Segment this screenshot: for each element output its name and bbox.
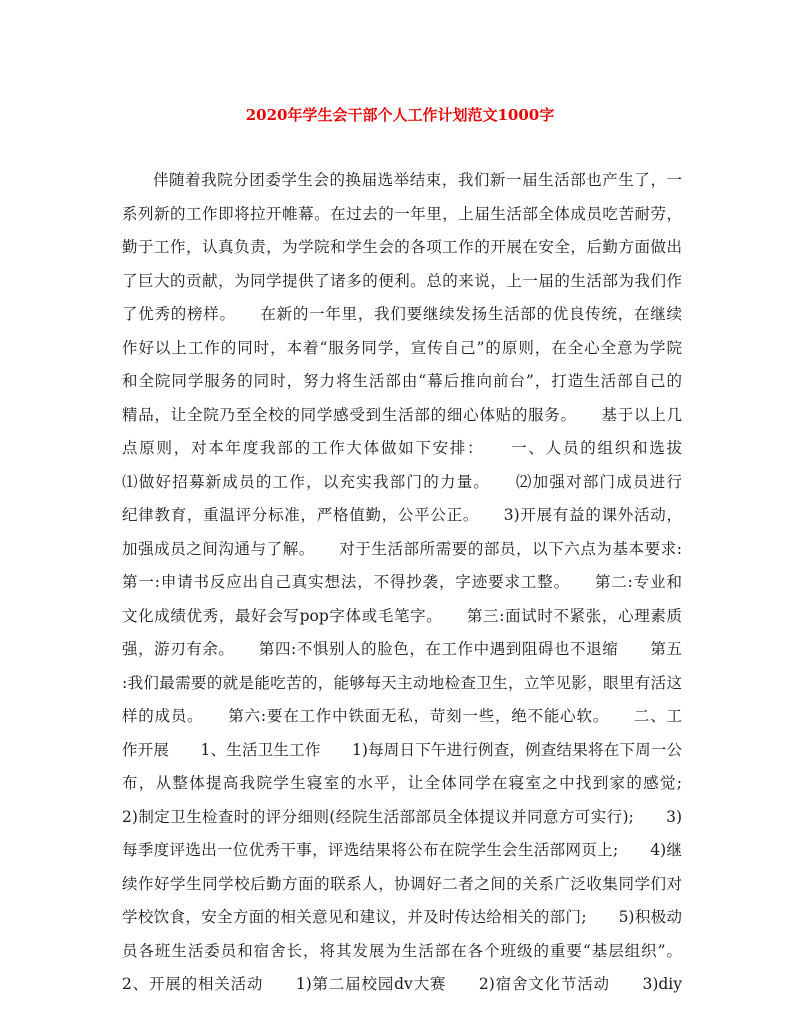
paragraph-line: 样的成员。 第六:要在工作中铁面无私，苛刻一些，绝不能心软。 二、工	[122, 707, 682, 725]
paragraph-line: 精品，让全院乃至全校的同学感受到生活部的细心体贴的服务。 基于以上几	[122, 405, 682, 424]
paragraph-line: 2)制定卫生检查时的评分细则(经院生活部部员全体提议并同意方可实行); 3)	[122, 807, 682, 826]
document-body	[122, 164, 682, 1002]
paragraph-line: 学校饮食，安全方面的相关意见和建议，并及时传达给相关的部门; 5)积极动	[122, 908, 682, 926]
paragraph-line: 文化成绩优秀，最好会写pop字体或毛笔字。 第三:面试时不紧张，心理素质	[122, 606, 682, 625]
paragraph-line: 点原则，对本年度我部的工作大体做如下安排： 一、人员的组织和选拔	[122, 439, 682, 457]
paragraph-line: 加强成员之间沟通与了解。 对于生活部所需要的部员，以下六点为基本要求:	[122, 539, 682, 558]
paragraph-line: 布，从整体提高我院学生寝室的水平，让全体同学在寝室之中找到家的感觉;	[122, 774, 682, 792]
paragraph-line: 系列新的工作即将拉开帷幕。在过去的一年里，上届生活部全体成员吃苦耐劳，	[122, 204, 682, 223]
paragraph-line: 2、开展的相关活动 1)第二届校园dv大赛 2)宿舍文化节活动 3)diy	[122, 975, 682, 993]
paragraph-line: 作好以上工作的同时，本着“服务同学，宣传自己”的原则，在全心全意为学院	[122, 338, 682, 357]
paragraph-line: 强，游刃有余。 第四:不惧别人的脸色，在工作中遇到阻碍也不退缩 第五	[122, 640, 682, 658]
paragraph-line: 续作好学生同学校后勤方面的联系人，协调好二者之间的关系广泛收集同学们对	[122, 874, 682, 893]
paragraph-line: ⑴做好招募新成员的工作，以充实我部门的力量。 ⑵加强对部门成员进行	[122, 472, 682, 491]
paragraph-line: 纪律教育，重温评分标准，严格值勤，公平公正。 3)开展有益的课外活动，	[122, 506, 682, 524]
paragraph-line: 伴随着我院分团委学生会的换届选举结束，我们新一届生活部也产生了，一	[153, 171, 682, 189]
document-title: 2020年学生会干部个人工作计划范文1000字	[245, 106, 555, 124]
paragraph-line: 第一:申请书反应出自己真实想法，不得抄袭，字迹要求工整。 第二:专业和	[122, 573, 682, 591]
paragraph-line: 勤于工作，认真负责，为学院和学生会的各项工作的开展在安全，后勤方面做出	[122, 238, 682, 256]
paragraph-line: 员各班生活委员和宿舍长，将其发展为生活部在各个班级的重要“基层组织”。	[122, 941, 682, 960]
paragraph-line: 和全院同学服务的同时，努力将生活部由“幕后推向前台”，打造生活部自己的	[122, 372, 682, 390]
paragraph-line: 每季度评选出一位优秀干事，评选结果将公布在院学生会生活部网页上; 4)继	[122, 841, 682, 859]
paragraph-line: 作开展 1、生活卫生工作 1)每周日下午进行例查，例查结果将在下周一公	[122, 740, 682, 759]
paragraph-line: :我们最需要的就是能吃苦的，能够每天主动地检查卫生，立竿见影，眼里有活这	[122, 673, 682, 692]
paragraph-line: 了优秀的榜样。 在新的一年里，我们要继续发扬生活部的优良传统，在继续	[122, 305, 682, 323]
paragraph-line: 了巨大的贡献，为同学提供了诸多的便利。总的来说，上一届的生活部为我们作	[122, 271, 682, 290]
